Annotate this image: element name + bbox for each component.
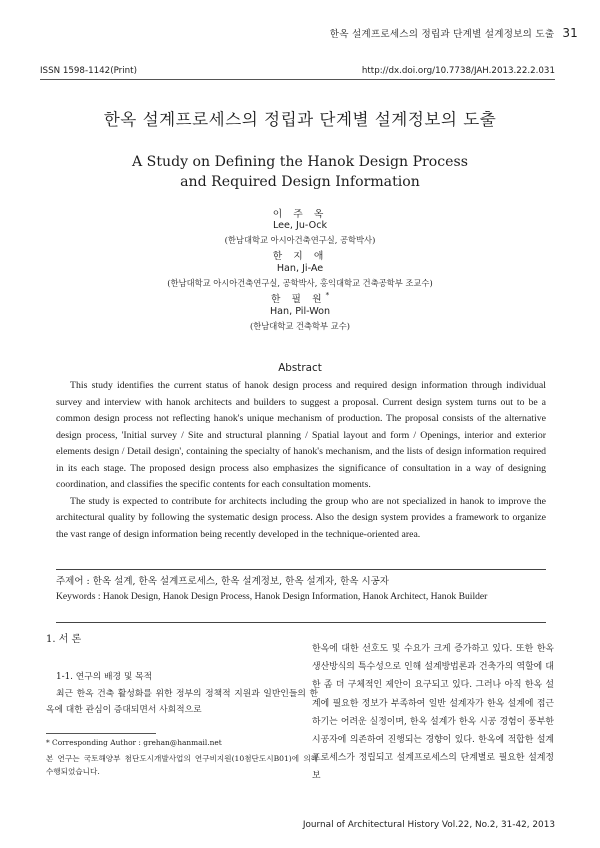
running-title-text: 한옥 설계프로세스의 정립과 단계별 설계정보의 도출	[329, 29, 555, 40]
corresponding-author-marker: *	[325, 291, 330, 300]
keywords-bottom-divider	[56, 622, 546, 623]
author-1-affiliation: (한남대학교 아시아건축연구실, 공학박사)	[224, 235, 376, 245]
section-heading-introduction: 1. 서 론	[46, 634, 82, 645]
author-2-english-name: Han, Ji-Ae	[276, 263, 324, 274]
author-3-korean-name-text: 한 필 원	[270, 294, 326, 305]
english-keywords: Keywords : Hanok Design, Hanok Design Process, Hanok Design Information, Hanok Architect, Hanok Builder	[56, 591, 488, 602]
issn: ISSN 1598-1142(Print)	[40, 66, 137, 76]
author-3-english-name: Han, Pil-Won	[269, 306, 331, 317]
abstract-heading: Abstract	[278, 362, 322, 374]
author-3-korean-name	[0, 291, 600, 305]
korean-title: 한옥 설계프로세스의 정립과 단계별 설계정보의 도출	[103, 110, 497, 129]
korean-keywords: 주제어 : 한옥 설계, 한옥 설계프로세스, 한옥 설계정보, 한옥 설계자, 한옥 시공자	[56, 576, 389, 587]
body-left-paragraph: 최근 한옥 건축 활성화를 위한 정부의 정책적 지원과 일반인들의 한옥에 대한 관심이 증대되면서 사회적으로	[46, 689, 318, 715]
author-2-korean-name: 한 지 애	[272, 251, 328, 262]
body-right-paragraph: 한옥에 대한 선호도 및 수요가 크게 증가하고 있다. 또한 한옥 생산방식의 특수성으로 인해 설계방법론과 건축가의 역할에 대한 좀 더 구체적인 제안이 요구되고 있다. 그러나 아직 한옥 설계에 필요한 정보가 부족하여 일반 설계자가 한옥 설계에 접근하기는 어려운 실정이며, 한옥 설계가 한옥 시공 경험이 풍부한 시공자에 의존하여 진행되는 경향이 있다. 한옥에 적합한 설계프로세스가 정립되고 설계프로세스의 단계별로 필요한 설계정보	[312, 644, 554, 782]
funding-note: 본 연구는 국토해양부 첨단도시개발사업의 연구비지원(10첨단도시B01)에 의해 수행되었습니다.	[46, 754, 318, 776]
header-divider	[40, 79, 555, 80]
author-3-affiliation: (한남대학교 건축학부 교수)	[250, 321, 350, 331]
running-title	[330, 26, 578, 40]
abstract-paragraph-1: This study identifies the current status of hanok design process and required design information through individual survey and interview with hanok architects and builders to suggest a proposal. Current design system turns out to be a common design process not reflecting hanok's unique mechanism of production. The proposal consists of the alternative design process, 'Initial survey / Site and structural planning / Spatial layout and form / Openings, interior and exterior elements design / Detail design', containing the specialty of hanok's mechanism, and the lists of design information required in its each stage. The proposed design process also emphasizes the significance of consultation in a way of designing coordination, and classifies the specific contents for each consultation moments.	[56, 380, 546, 490]
page-number: 31	[562, 26, 578, 40]
author-1-korean-name: 이 주 옥	[272, 209, 328, 220]
author-1-english-name: Lee, Ju-Ock	[272, 220, 328, 231]
english-title-line-2: and Required Design Information	[180, 174, 420, 190]
abstract-paragraph-2: The study is expected to contribute for architects including the group who are not specialized in hanok to improve the architectural quality by following the systematic design process. Also the design system provides a framework to organize the vast range of design information being recently developed in the technique-oriented area.	[56, 495, 546, 540]
body-right-column	[312, 640, 554, 786]
footnote-divider	[46, 733, 156, 734]
abstract-body	[56, 378, 546, 543]
english-title-line-1: A Study on Defining the Hanok Design Process	[132, 154, 468, 170]
english-title	[0, 152, 600, 192]
subsection-heading-background: 1-1. 연구의 배경 및 목적	[56, 672, 153, 682]
doi-link[interactable]: http://dx.doi.org/10.7738/JAH.2013.22.2.031	[361, 66, 555, 76]
journal-citation: Journal of Architectural History Vol.22, No.2, 31-42, 2013	[302, 820, 555, 830]
corresponding-author-note: * Corresponding Author : grehan@hanmail.net	[46, 738, 222, 747]
author-2-affiliation: (한남대학교 아시아건축연구실, 공학박사, 홍익대학교 건축공학부 조교수)	[167, 278, 433, 288]
keywords-top-divider	[56, 569, 546, 570]
body-left-column	[46, 686, 318, 718]
